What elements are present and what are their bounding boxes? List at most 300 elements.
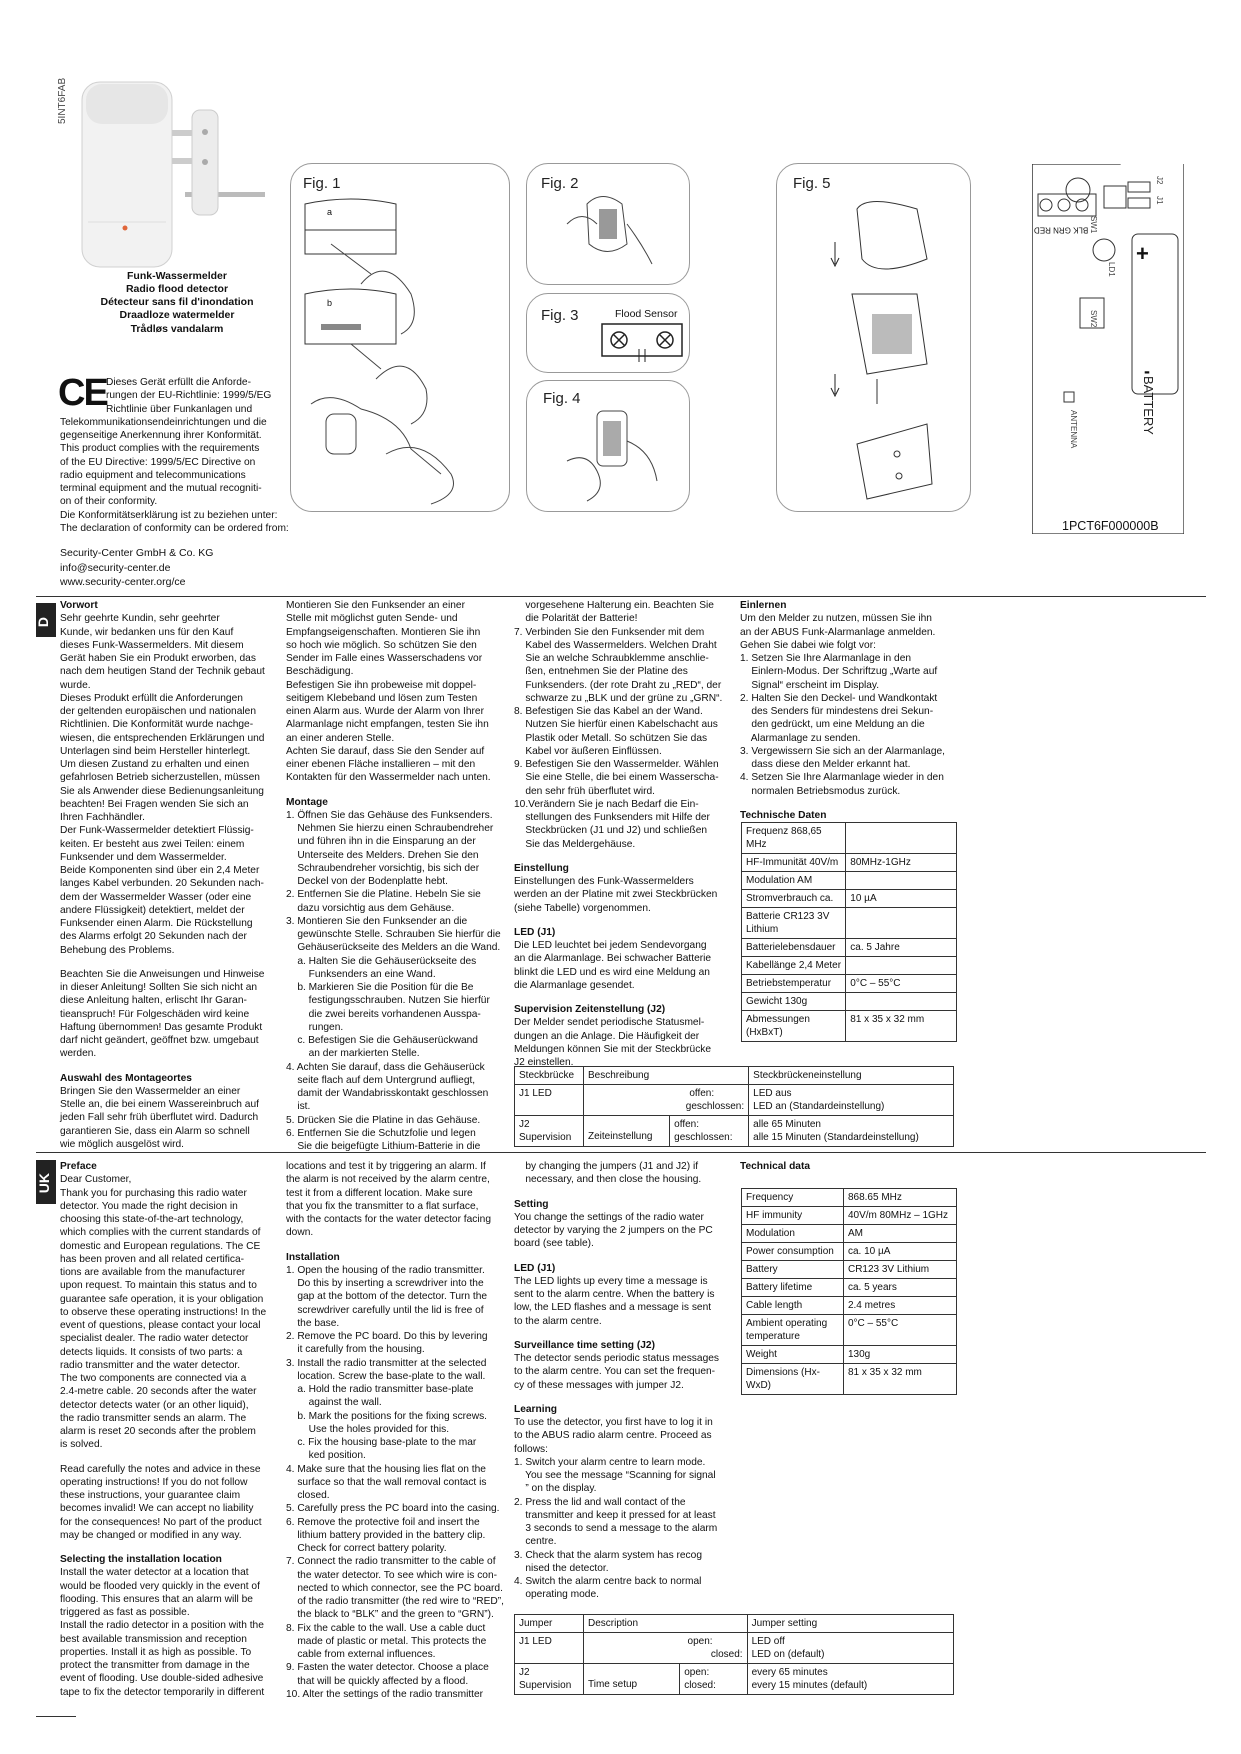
text-line: 5. Carefully press the PC board into the casing.: [286, 1503, 500, 1515]
uk-jumper-j2-states: open: closed:: [680, 1664, 747, 1695]
text-line: andere Flüssigkeit) detektiert, meldet der: [60, 904, 245, 916]
figure-2: Fig. 2: [526, 163, 690, 285]
text-line: has been proven and all related certifica-: [60, 1253, 245, 1265]
fig1-label-b: b: [327, 298, 333, 308]
text-line: in dieser Anleitung! Sollten Sie sich nicht an: [60, 982, 258, 993]
text-line: Read carefully the notes and advice in these: [60, 1463, 261, 1475]
text-line: Stelle mit möglichst guten Sende- und: [286, 613, 458, 625]
text-line: Funksender und dem Wassermelder.: [60, 851, 227, 863]
text-line: Plastik oder Metall. So schützen Sie das: [514, 732, 708, 744]
spec-value: 81 x 35 x 32 mm: [843, 1364, 956, 1395]
text-line: Nutzen Sie hierfür einen Kabelschacht aus: [514, 719, 718, 731]
text-line: 3. Montieren Sie den Funksender an die: [286, 915, 468, 927]
spec-row: [742, 890, 957, 908]
text-line: so hoch wie möglich. So schützen Sie den: [286, 639, 477, 651]
uk-language-tab: UK: [36, 1160, 56, 1204]
text-line: an die Alarmanlage. Bei schwacher Batterie: [514, 953, 712, 965]
text-line: tions are available from the manufacturer: [60, 1267, 246, 1278]
text-line: c. Fix the housing base-plate to the mar: [286, 1437, 477, 1448]
text-line: an der markierten Stelle.: [286, 1048, 420, 1060]
text-line: 4. Switch the alarm centre back to normal: [514, 1576, 702, 1587]
text-line: is solved.: [60, 1439, 103, 1451]
text-line: against the wall.: [286, 1397, 382, 1409]
spec-row: [742, 1243, 957, 1261]
product-name-fr: Détecteur sans fil d'inondation: [100, 296, 254, 309]
text-line: 3. Check that the alarm system has recog: [514, 1549, 702, 1561]
figure-4: Fig. 4: [526, 380, 690, 512]
spec-label: Cable length: [742, 1297, 844, 1315]
text-line: 7. Connect the radio transmitter to the cable of: [286, 1556, 496, 1568]
pcb-sw2: SW2: [1089, 310, 1098, 328]
text-line: Alarmanlage zu senden.: [740, 732, 861, 744]
spec-label: Power consumption: [742, 1243, 844, 1261]
section-heading: Surveillance time setting (J2): [514, 1339, 655, 1351]
spec-row: [742, 1364, 957, 1395]
text-line: You change the settings of the radio water: [514, 1211, 704, 1223]
text-line: den gedrückt, um eine Meldung an die: [740, 719, 925, 731]
text-line: vorgesehene Halterung ein. Beachten Sie: [514, 600, 714, 611]
text-line: Nehmen Sie hierzu einen Schraubendreher: [286, 823, 494, 834]
pcb-minus: -: [1144, 361, 1150, 381]
text-line: upon request. To maintain this status and to: [60, 1280, 257, 1292]
text-line: Achten Sie darauf, dass Sie den Sender auf: [286, 745, 485, 757]
spec-label: HF-Immunität 40V/m: [742, 854, 846, 872]
product-name-nl: Draadloze watermelder: [119, 309, 235, 322]
text-line: 3 seconds to send a message to the alarm: [514, 1523, 718, 1534]
spec-row: [742, 908, 957, 939]
section-heading: Supervision Zeitenstellung (J2): [514, 1004, 666, 1015]
text-line: that will be quickly affected by a flood.: [286, 1675, 469, 1687]
spec-value: 130g: [843, 1346, 956, 1364]
text-line: 4. Achten Sie darauf, dass die Gehäuserück: [286, 1061, 485, 1073]
spec-value: [846, 823, 957, 854]
text-line: Sie als Anwender diese Bedienungsanleitung: [60, 785, 264, 797]
text-line: Funksenders an eine Wand.: [286, 968, 436, 980]
spec-value: 81 x 35 x 32 mm: [846, 1011, 957, 1042]
spec-label: Batterie CR123 3V Lithium: [742, 908, 846, 939]
text-line: best available transmission and reception: [60, 1633, 247, 1645]
text-line: screwdriver carefully until the lid is free of: [286, 1304, 484, 1316]
spec-row: [742, 1297, 957, 1315]
text-line: Install the water detector at a location that: [60, 1567, 249, 1579]
text-line: a. Halten Sie die Gehäuserückseite des: [286, 955, 477, 967]
text-line: Beschädigung.: [286, 666, 354, 678]
text-line: 4. Make sure that the housing lies flat on the: [286, 1463, 486, 1475]
text-line: these instructions, your guarantee claim: [60, 1490, 241, 1501]
text-line: wurde.: [60, 679, 91, 691]
text-line: des Senders für mindestens drei Sekun-: [740, 706, 934, 717]
text-line: c. Befestigen Sie die Gehäuserückwand: [286, 1035, 478, 1046]
ce-mark: CE: [58, 372, 107, 414]
text-line: seitigem Klebeband und lösen zum Testen: [286, 692, 478, 704]
text-line: which complies with the current standards of: [60, 1227, 261, 1239]
text-line: stellungen des Funksenders mit Hilfe der: [514, 812, 710, 823]
de-jumper-head-1: Steckbrücke: [515, 1067, 584, 1085]
text-line: gap at the bottom of the detector. Turn the: [286, 1291, 488, 1303]
text-line: Um den Melder zu nutzen, müssen Sie ihn: [740, 613, 932, 625]
text-line: wie möglich ausgelöst wird.: [60, 1138, 185, 1150]
text-line: Kontakten für den Wassermelder nach unten.: [286, 772, 491, 784]
text-line: Use the holes provided for this.: [286, 1423, 450, 1435]
text-line: Sie das Meldergehäuse.: [514, 838, 636, 850]
text-line: 1. Switch your alarm centre to learn mode.: [514, 1456, 706, 1468]
spec-row: [742, 975, 957, 993]
text-line: 2. Press the lid and wall contact of the: [514, 1496, 686, 1508]
figure-1: Fig. 1 a b: [290, 163, 510, 512]
spec-value: 10 µA: [846, 890, 957, 908]
spec-value: 0°C – 55°C: [846, 975, 957, 993]
text-line: to observe these operating instructions! In the: [60, 1306, 267, 1318]
text-line: the water detector. To see which wire is con-: [286, 1569, 498, 1581]
text-line: detects liquids. It consists of two parts: a: [60, 1346, 243, 1358]
text-line: 5. Drücken Sie die Platine in das Gehäuse.: [286, 1114, 481, 1126]
text-line: alarm is reset 20 seconds after the problem: [60, 1426, 256, 1437]
de-jumper-j1-states: offen: geschlossen:: [584, 1085, 749, 1116]
text-line: Schraubendreher vorsichtig, bis sich der: [286, 862, 480, 874]
text-line: (siehe Tabelle) vorgenommen.: [514, 902, 651, 914]
text-line: 3. Vergewissern Sie sich an der Alarmanlage,: [740, 745, 945, 757]
text-line: festigungsschrauben. Nutzen Sie hierfür: [286, 995, 490, 1007]
text-line: die zwei bereits vorhandenen Ausspa-: [286, 1008, 481, 1020]
text-line: garantieren Sie, dass ein Alarm so schnell: [60, 1125, 250, 1137]
text-line: Unterseite des Melders. Drehen Sie den: [286, 849, 479, 861]
spec-row: [742, 1011, 957, 1042]
text-line: Befestigen Sie ihn probeweise mit doppel-: [286, 679, 477, 691]
uk-jumper-head-2: Description: [584, 1615, 748, 1633]
spec-row: [742, 872, 957, 890]
text-line: would be flooded very quickly in the event of: [60, 1580, 260, 1592]
text-line: Sie die beigefügte Lithium-Batterie in die: [286, 1141, 481, 1152]
text-line: werden.: [60, 1048, 97, 1060]
text-line: to the alarm centre.: [514, 1315, 602, 1327]
section-heading: Einlernen: [740, 600, 787, 611]
page-bottom-mark: [36, 1716, 76, 1717]
uk-jumper-head-3: Jumper setting: [747, 1615, 953, 1633]
text-line: event of flooding. Use double-sided adhesive: [60, 1673, 264, 1685]
text-line: ” on the display.: [514, 1483, 597, 1495]
text-line: by changing the jumpers (J1 and J2) if: [514, 1161, 699, 1172]
spec-row: [742, 854, 957, 872]
spec-value: AM: [843, 1225, 956, 1243]
text-line: Stelle an, die bei einem Wassereinbruch auf: [60, 1099, 259, 1110]
spec-row: [742, 1346, 957, 1364]
section-heading: Technische Daten: [740, 809, 827, 821]
text-line: einer ebenen Fläche installieren – mit den: [286, 759, 476, 770]
section-heading: Selecting the installation location: [60, 1554, 222, 1565]
pcb-sw1: SW1: [1089, 216, 1098, 234]
text-line: 4. Setzen Sie Ihre Alarmanlage wieder in den: [740, 772, 944, 784]
text-line: lithium battery provided in the battery clip.: [286, 1529, 486, 1541]
uk-top-rule: [36, 1152, 1206, 1153]
text-line: To use the detector, you first have to log it in: [514, 1417, 713, 1428]
pcb-antenna: ANTENNA: [1069, 410, 1078, 449]
text-line: ist.: [286, 1101, 311, 1113]
section-heading: Auswahl des Montageortes: [60, 1072, 192, 1084]
text-line: surface so that the wall removal contact is: [286, 1476, 487, 1488]
text-line: guarantee safe operation, it is your obligation: [60, 1293, 264, 1305]
figure-5: Fig. 5: [776, 163, 971, 512]
spec-value: [846, 872, 957, 890]
de-jumper-j1-values: LED aus LED an (Standardeinstellung): [749, 1085, 954, 1116]
text-line: 9. Befestigen Sie den Wassermelder. Wählen: [514, 759, 719, 770]
text-line: 2.4-metre cable. 20 seconds after the water: [60, 1386, 257, 1398]
spec-value: 0°C – 55°C: [843, 1315, 956, 1346]
de-jumper-j1: J1 LED: [515, 1085, 584, 1116]
spec-label: Weight: [742, 1346, 844, 1364]
text-line: an einer anderen Stelle.: [286, 732, 395, 744]
text-line: The two components are connected via a: [60, 1373, 247, 1384]
uk-jumper-j1-values: LED off LED on (default): [747, 1633, 953, 1664]
company-email[interactable]: info@security-center.de: [60, 561, 171, 574]
text-line: Check for correct battery polarity.: [286, 1543, 447, 1554]
section-heading: Montage: [286, 796, 328, 808]
text-line: seite flach auf dem Untergrund aufliegt,: [286, 1074, 476, 1086]
text-line: the alarm is not received by the alarm centre,: [286, 1174, 490, 1186]
spec-label: Modulation AM: [742, 872, 846, 890]
pcb-ld1: LD1: [1107, 262, 1116, 277]
text-line: Funksenders. (der rote Draht zu „RED“, der: [514, 679, 722, 691]
text-line: Funksender einen Alarm. Die Rückstellung: [60, 918, 253, 929]
text-line: 8. Fix the cable to the wall. Use a cable duct: [286, 1622, 486, 1634]
spec-value: ca. 10 µA: [843, 1243, 956, 1261]
text-line: b. Mark the positions for the fixing screws.: [286, 1410, 487, 1422]
text-line: domestic and European regulations. The CE: [60, 1240, 261, 1252]
spec-value: 80MHz-1GHz: [846, 854, 957, 872]
spec-label: Stromverbrauch ca.: [742, 890, 846, 908]
text-line: dass diese den Melder erkannt hat.: [740, 759, 911, 770]
text-line: locations and test it by triggering an alarm. If: [286, 1161, 486, 1172]
text-line: operating mode.: [514, 1589, 599, 1601]
text-line: The detector sends periodic status messages: [514, 1353, 719, 1364]
spec-value: [846, 993, 957, 1011]
de-jumper-head-3: Steckbrückeneinstellung: [749, 1067, 954, 1085]
text-line: the radio transmitter sends an alarm. The: [60, 1412, 247, 1424]
product-name-da: Trådløs vandalarm: [130, 322, 224, 335]
text-line: Alarmanlage nicht empfangen, testen Sie ihn: [286, 719, 489, 731]
text-line: 2. Remove the PC board. Do this by levering: [286, 1331, 488, 1342]
section-heading: LED (J1): [514, 926, 556, 938]
text-line: 2. Halten Sie den Deckel- und Wandkontakt: [740, 692, 938, 704]
text-line: Signal“ erscheint im Display.: [740, 679, 880, 691]
spec-label: Battery: [742, 1261, 844, 1279]
company-website[interactable]: www.security-center.org/ce: [60, 576, 186, 589]
spec-value: ca. 5 years: [843, 1279, 956, 1297]
spec-row: [742, 823, 957, 854]
section-heading: Einstellung: [514, 862, 569, 874]
text-line: Um diesen Zustand zu erhalten und einen: [60, 759, 250, 770]
uk-jumper-head-1: Jumper: [515, 1615, 584, 1633]
spec-label: Gewicht 130g: [742, 993, 846, 1011]
text-line: die Alarmanlage gesendet.: [514, 979, 635, 991]
text-line: Install the radio detector in a position with the: [60, 1620, 264, 1632]
spec-value: [846, 957, 957, 975]
text-line: 1. Öffnen Sie das Gehäuse des Funksenders.: [286, 809, 493, 821]
spec-row: [742, 1207, 957, 1225]
spec-row: [742, 993, 957, 1011]
text-line: of the radio transmitter (the red wire to “RED”,: [286, 1596, 504, 1607]
spec-label: Kabellänge 2,4 Meter: [742, 957, 846, 975]
text-line: cable from external influences.: [286, 1649, 436, 1660]
text-line: Richtlinien. Die Konformität wurde nachge-: [60, 719, 254, 731]
text-line: specialist dealer. The radio water detector: [60, 1333, 249, 1345]
text-line: der geltenden europäischen und nationalen: [60, 706, 256, 717]
text-line: event of questions, please contact your local: [60, 1320, 261, 1331]
figure-3: Fig. 3 Flood Sensor: [526, 293, 690, 373]
spec-row: [742, 939, 957, 957]
text-line: necessary, and then close the housing.: [514, 1174, 702, 1186]
spec-label: Abmessungen (HxBxT): [742, 1011, 846, 1042]
text-line: may be changed or modified in any way.: [60, 1529, 242, 1541]
text-line: Die LED leuchtet bei jedem Sendevorgang: [514, 940, 707, 951]
spec-value: 868.65 MHz: [843, 1189, 956, 1207]
text-line: board (see table).: [514, 1238, 594, 1250]
de-jumper-table: [514, 1066, 954, 1147]
spec-label: Batterielebensdauer: [742, 939, 846, 957]
text-line: Dieses Produkt erfüllt die Anforderungen: [60, 692, 243, 704]
uk-jumper-j2: J2 Supervision: [515, 1664, 584, 1695]
section-heading: Installation: [286, 1251, 340, 1263]
text-line: 3. Install the radio transmitter at the selected: [286, 1357, 487, 1369]
product-name-de: Funk-Wassermelder: [127, 270, 227, 282]
spec-label: Battery lifetime: [742, 1279, 844, 1297]
text-line: dem der Wassermelder Wasser (oder eine: [60, 891, 252, 903]
spec-label: Betriebstemperatur: [742, 975, 846, 993]
text-line: Do this by inserting a screwdriver into the: [286, 1278, 484, 1289]
text-line: J2 einstellen.: [514, 1057, 574, 1068]
document-code: 5INT6FAB: [57, 77, 68, 124]
text-line: the base.: [286, 1317, 340, 1329]
text-line: 6. Remove the protective foil and insert the: [286, 1516, 480, 1528]
text-line: darf nicht geändert, geöffnet bzw. umgebaut: [60, 1035, 259, 1046]
section-heading: Setting: [514, 1198, 549, 1210]
text-line: blinkt die LED und es wird eine Meldung an: [514, 966, 710, 978]
uk-jumper-j1-states: open: closed:: [584, 1633, 748, 1664]
text-line: einen Alarm aus. Wurde der Alarm von Ihrer: [286, 706, 484, 717]
product-name-en: Radio flood detector: [125, 283, 229, 296]
text-line: beachten! Bei Fragen wenden Sie sich an: [60, 798, 249, 810]
text-line: detector. You made the right decision in: [60, 1200, 238, 1212]
uk-column-1: [60, 1160, 280, 1699]
text-line: to the alarm centre. You can set the frequen-: [514, 1366, 716, 1378]
spec-label: Frequency: [742, 1189, 844, 1207]
text-line: Kabel des Wassermelders. Welchen Draht: [514, 639, 717, 651]
text-line: ked position.: [286, 1450, 366, 1462]
de-jumper-j2-desc: Zeiteinstellung: [584, 1116, 670, 1147]
spec-label: Frequenz 868,65 MHz: [742, 823, 846, 854]
section-heading: Vorwort: [60, 600, 98, 611]
spec-value: CR123 3V Lithium: [843, 1261, 956, 1279]
uk-column-3: [514, 1160, 739, 1602]
text-line: dungen an die Anlage. Die Häufigkeit der: [514, 1030, 700, 1042]
uk-spec-table: [741, 1188, 957, 1395]
de-jumper-j2-values: alle 65 Minuten alle 15 Minuten (Standardeinstellung): [749, 1116, 954, 1147]
text-line: nected to which connector, see the PC board.: [286, 1582, 503, 1594]
uk-jumper-j1: J1 LED: [515, 1633, 584, 1664]
text-line: den sehr früh überflutet wird.: [514, 785, 655, 797]
text-line: tape to fix the detector temporarily in different: [60, 1686, 265, 1698]
de-column-4: [740, 599, 970, 822]
text-line: Der Melder sendet periodische Statusmel-: [514, 1017, 705, 1029]
text-line: low, the LED flashes and a message is sent: [514, 1302, 712, 1314]
text-line: 8. Befestigen Sie das Kabel an der Wand.: [514, 706, 703, 717]
spec-value: 2.4 metres: [843, 1297, 956, 1315]
fig1-label-a: a: [327, 207, 333, 217]
pcb-diagram: [1032, 164, 1184, 534]
text-line: Kabel vor äußeren Einflüssen.: [514, 745, 662, 757]
de-language-tab: D: [36, 603, 56, 637]
text-line: sent to the alarm centre. When the battery is: [514, 1289, 715, 1300]
de-column-3: [514, 599, 739, 1069]
text-line: dieses Funk-Wassermelders. Mit diesem: [60, 639, 244, 651]
text-line: Dear Customer,: [60, 1174, 132, 1186]
pcb-battery-label: BATTERY: [1141, 376, 1156, 435]
text-line: Beide Komponenten sind über ein 2,4 Meter: [60, 865, 260, 876]
text-line: 10.Verändern Sie je nach Bedarf die Ein-: [514, 798, 699, 810]
text-line: 2. Entfernen Sie die Platine. Hebeln Sie sie: [286, 889, 481, 901]
text-line: Steckbrücken (J1 und J2) und schließen: [514, 825, 708, 837]
flood-sensor-label: Flood Sensor: [615, 308, 678, 320]
text-line: Bringen Sie den Wassermelder an einer: [60, 1085, 241, 1097]
spec-label: Modulation: [742, 1225, 844, 1243]
spec-row: [742, 957, 957, 975]
text-line: langes Kabel verbunden. 20 Sekunden nach-: [60, 878, 264, 890]
text-line: Meldungen können Sie mit der Steckbrücke: [514, 1043, 712, 1055]
text-line: gefahrlosen Betrieb sicherzustellen, müssen: [60, 772, 260, 784]
text-line: keiten. Er besteht aus zwei Teilen: einem: [60, 838, 245, 850]
text-line: Kunde, wir bedanken uns für den Kauf: [60, 626, 234, 638]
text-line: 9. Fasten the water detector. Choose a place: [286, 1662, 489, 1674]
de-top-rule: [36, 596, 1206, 597]
spec-row: [742, 1225, 957, 1243]
text-line: und führen ihn in die Einsparung an der: [286, 836, 476, 848]
text-line: cy of these messages with jumper J2.: [514, 1379, 684, 1391]
text-line: the black to “BLK” and the green to “GRN”).: [286, 1609, 494, 1621]
de-jumper-j2: J2 Supervision: [515, 1116, 584, 1147]
text-line: 1. Open the housing of the radio transmitter.: [286, 1264, 485, 1276]
text-line: Sie an welche Schraubklemme anschlie-: [514, 653, 709, 664]
text-line: operating instructions! If you do not follow: [60, 1476, 248, 1488]
text-line: Gehen Sie dabei wie folgt vor:: [740, 639, 876, 651]
text-line: Sehr geehrte Kundin, sehr geehrter: [60, 613, 220, 625]
text-line: Sender im Falle eines Wasserschadens vor: [286, 653, 483, 664]
text-line: radio transmitter and the water detector.: [60, 1359, 241, 1371]
text-line: nised the detector.: [514, 1562, 609, 1574]
text-line: normalen Betriebsmodus zurück.: [740, 785, 901, 797]
text-line: Haftung übernommen! Das gesamte Produkt: [60, 1021, 263, 1033]
spec-row: [742, 1279, 957, 1297]
text-line: 7. Verbinden Sie den Funksender mit dem: [514, 626, 705, 638]
spec-row: [742, 1261, 957, 1279]
text-line: diese Anleitung halten, erlischt Ihr Garan-: [60, 995, 247, 1007]
text-line: to the ABUS radio alarm centre. Proceed as: [514, 1430, 712, 1442]
text-line: centre.: [514, 1536, 557, 1548]
text-line: Beachten Sie die Anweisungen und Hinweise: [60, 968, 265, 980]
text-line: des Alarms erfolgt 20 Sekunden nach der: [60, 931, 247, 943]
company-address: Security-Center GmbH & Co. KG info@security-center.de www.security-center.org/ce: [60, 547, 214, 589]
text-line: closed.: [286, 1490, 330, 1501]
text-line: becomes invalid! We can accept no liability: [60, 1503, 254, 1515]
text-line: properties. Install it as high as possible. To: [60, 1646, 252, 1658]
text-line: werden an der Platine mit zwei Steckbrücken: [514, 889, 718, 901]
text-line: tieanspruch! Für Folgeschäden wird keine: [60, 1008, 250, 1020]
text-line: Gehäuserückseite des Melders an die Wand.: [286, 942, 501, 954]
spec-value: ca. 5 Jahre: [846, 939, 957, 957]
text-line: triggered as fast as possible.: [60, 1607, 190, 1618]
text-line: down.: [286, 1227, 314, 1239]
text-line: schwarze zu „BLK und der grüne zu „GRN“.: [514, 692, 723, 704]
text-line: made of plastic or metal. This protects the: [286, 1635, 487, 1647]
text-line: transmitter and keep it pressed for at least: [514, 1509, 716, 1521]
